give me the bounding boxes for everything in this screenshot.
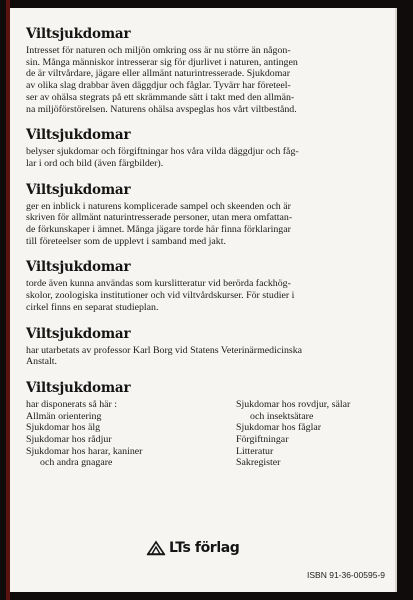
section-paragraph bbox=[26, 146, 386, 169]
section-paragraph bbox=[26, 278, 386, 313]
paragraph-line: de är viltvårdare, jägare eller allmänt naturintresserade. Sjukdomar bbox=[26, 68, 291, 80]
contents-item: Sjukdomar hos fåglar bbox=[236, 422, 322, 434]
publisher-name: LTs förlag bbox=[169, 540, 240, 556]
section-paragraph bbox=[26, 201, 386, 248]
paragraph-line: ser av ohälsa stegrats på ett skrämmande sätt i takt med den allmän- bbox=[26, 91, 295, 103]
section-kurslitteratur bbox=[26, 259, 386, 313]
section-inblick bbox=[26, 182, 386, 248]
isbn-number: ISBN 91-36-00595-9 bbox=[307, 570, 385, 580]
paragraph-line: Intresset för naturen och miljön omkring oss är nu större än någon- bbox=[26, 45, 291, 56]
section-heading: Viltsjukdomar bbox=[26, 325, 131, 342]
section-heading: Viltsjukdomar bbox=[26, 259, 131, 276]
paragraph-line: har utarbetats av professor Karl Borg vid Statens Veterinärmedicinska bbox=[26, 344, 303, 356]
contents-item: Allmän orientering bbox=[26, 410, 102, 422]
contents-item: Sakregister bbox=[236, 457, 281, 469]
contents-item: Förgiftningar bbox=[236, 434, 289, 446]
section-heading: Viltsjukdomar bbox=[26, 181, 131, 198]
contents-intro: har disponerats så här : bbox=[26, 398, 118, 410]
section-belyser bbox=[26, 127, 386, 169]
contents-item: Sjukdomar hos harar, kaniner bbox=[26, 445, 143, 457]
paragraph-line: till företeelser som de upplevt i samband med jakt. bbox=[26, 235, 226, 247]
section-contents bbox=[26, 380, 386, 469]
contents-item: Sjukdomar hos rovdjur, sälar bbox=[236, 398, 351, 410]
section-paragraph bbox=[26, 45, 386, 115]
contents-item: Litteratur bbox=[236, 445, 274, 457]
paragraph-line: ger en inblick i naturens komplicerade sampel och skeenden och är bbox=[26, 200, 291, 212]
section-heading: Viltsjukdomar bbox=[26, 26, 131, 42]
contents-left-column bbox=[26, 399, 216, 469]
section-intro bbox=[26, 26, 386, 115]
contents-item: Sjukdomar hos rådjur bbox=[26, 434, 112, 446]
paragraph-line: av olika slag drabbar även däggdjur och fåglar. Tyvärr har företeel- bbox=[26, 80, 291, 92]
paragraph-line: na miljöförstörelsen. Naturens ohälsa avspeglas hos vårt viltbestånd. bbox=[26, 103, 297, 115]
paragraph-line: torde även kunna användas som kurslitteratur vid berörda fackhög- bbox=[26, 278, 291, 290]
paragraph-line: Anstalt. bbox=[26, 356, 57, 368]
paragraph-line: skolor, zoologiska institutioner och vid viltvårdskurser. För studier i bbox=[26, 290, 295, 302]
contents-item: Sjukdomar hos älg bbox=[26, 422, 101, 434]
contents-right-column bbox=[236, 399, 386, 469]
paragraph-line: belyser sjukdomar och förgiftningar hos våra vilda däggdjur och fåg- bbox=[26, 146, 299, 158]
ltsforlag-logo-icon bbox=[146, 540, 166, 556]
contents-item: och andra gnagare bbox=[40, 457, 113, 469]
contents-columns bbox=[26, 399, 386, 469]
publisher-logo bbox=[146, 540, 239, 556]
section-author bbox=[26, 326, 386, 368]
section-paragraph bbox=[26, 345, 386, 368]
cover-text bbox=[26, 26, 386, 481]
paragraph-line: de förkunskaper i ämnet. Många jägare torde här finna förklaringar bbox=[26, 224, 291, 236]
paragraph-line: lar i ord och bild (även färgbilder). bbox=[26, 157, 164, 169]
contents-item: och insektsätare bbox=[250, 410, 314, 422]
section-heading: Viltsjukdomar bbox=[26, 127, 131, 144]
paragraph-line: skriven för allmänt naturintresserade personer, utan mera omfattan- bbox=[26, 212, 293, 224]
book-back-cover bbox=[10, 8, 397, 592]
section-heading: Viltsjukdomar bbox=[26, 379, 131, 396]
paragraph-line: sin. Många människor intresserar sig för djurlivet i naturen, antingen bbox=[26, 56, 298, 68]
paragraph-line: cirkel finns en separat studieplan. bbox=[26, 301, 159, 313]
